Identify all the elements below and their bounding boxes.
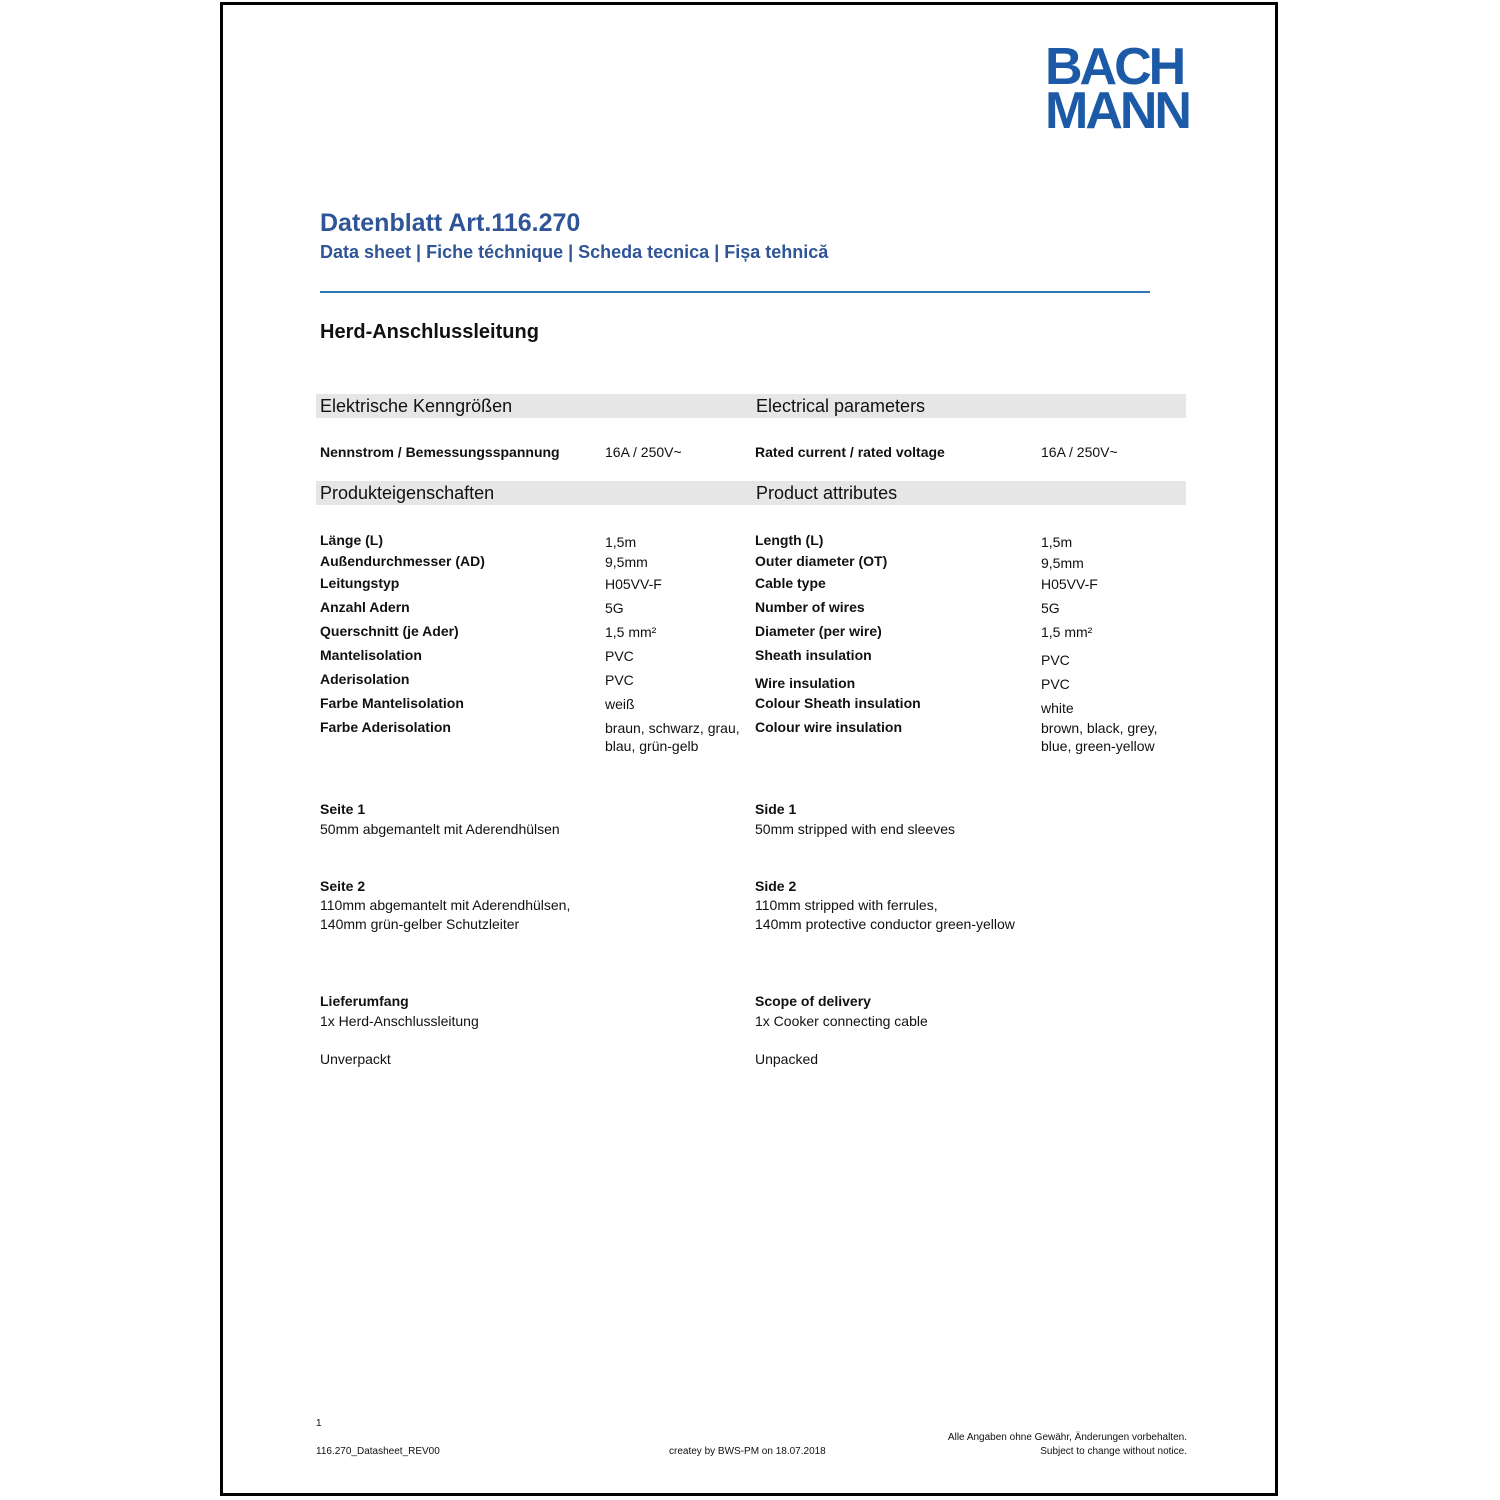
page-number: 1 xyxy=(316,1418,322,1429)
attribute-label: Number of wires xyxy=(755,599,865,615)
electrical-value-de: 16A / 250V~ xyxy=(605,444,682,460)
header-divider xyxy=(320,291,1150,293)
side1-title-de: Seite 1 xyxy=(320,801,366,817)
attribute-value-continued: blue, green-yellow xyxy=(1041,738,1155,754)
attribute-label: Colour Sheath insulation xyxy=(755,695,921,711)
attribute-value: PVC xyxy=(605,672,634,688)
attribute-label: Farbe Mantelisolation xyxy=(320,695,464,711)
product-name: Herd-Anschlussleitung xyxy=(320,321,539,343)
attribute-label: Sheath insulation xyxy=(755,647,872,663)
side1-title-en: Side 1 xyxy=(755,801,797,817)
attribute-value: 9,5mm xyxy=(605,554,648,570)
disclaimer-en: Subject to change without notice. xyxy=(1040,1446,1187,1457)
attribute-value: white xyxy=(1041,700,1074,716)
electrical-value-en: 16A / 250V~ xyxy=(1041,444,1118,460)
document-subtitle: Data sheet | Fiche téchnique | Scheda tecnica | Fișa tehnică xyxy=(320,242,829,262)
delivery-title-de: Lieferumfang xyxy=(320,993,409,1009)
disclaimer-de: Alle Angaben ohne Gewähr, Änderungen vorbehalten. xyxy=(947,1432,1187,1443)
side1-text-de: 50mm abgemantelt mit Aderendhülsen xyxy=(320,821,560,837)
attribute-label: Diameter (per wire) xyxy=(755,623,882,639)
section-title-electrical-de: Elektrische Kenngrößen xyxy=(320,396,513,416)
attribute-value: PVC xyxy=(605,648,634,664)
section-band-attributes xyxy=(316,481,1186,505)
attribute-value: weiß xyxy=(605,696,635,712)
attribute-label: Cable type xyxy=(755,575,826,591)
side2-line2-en: 140mm protective conductor green-yellow xyxy=(755,916,1015,932)
attribute-value-continued: blau, grün-gelb xyxy=(605,738,699,754)
attribute-label: Querschnitt (je Ader) xyxy=(320,623,459,639)
attribute-label: Anzahl Adern xyxy=(320,599,410,615)
side2-title-de: Seite 2 xyxy=(320,878,366,894)
delivery-text-en: 1x Cooker connecting cable xyxy=(755,1013,928,1029)
attribute-value: 1,5 mm² xyxy=(1041,624,1093,640)
bachmann-logo xyxy=(1045,38,1195,140)
attribute-value: 9,5mm xyxy=(1041,555,1084,571)
attribute-value: PVC xyxy=(1041,652,1070,668)
attribute-value: 5G xyxy=(1041,600,1060,616)
attribute-label: Length (L) xyxy=(755,532,824,548)
datasheet-page xyxy=(220,2,1278,1496)
attribute-label: Länge (L) xyxy=(320,532,383,548)
delivery-text-de: 1x Herd-Anschlussleitung xyxy=(320,1013,479,1029)
attribute-label: Außendurchmesser (AD) xyxy=(320,553,485,569)
delivery-packaging-de: Unverpackt xyxy=(320,1051,391,1067)
side1-text-en: 50mm stripped with end sleeves xyxy=(755,821,955,837)
logo-line-2: MANN xyxy=(1045,82,1189,140)
document-id: 116.270_Datasheet_REV00 xyxy=(316,1446,440,1457)
side2-line1-de: 110mm abgemantelt mit Aderendhülsen, xyxy=(320,897,571,913)
created-by: createy by BWS-PM on 18.07.2018 xyxy=(669,1446,826,1457)
section-title-attributes-de: Produkteigenschaften xyxy=(320,483,495,503)
attribute-label: Outer diameter (OT) xyxy=(755,553,888,569)
side2-title-en: Side 2 xyxy=(755,878,797,894)
delivery-title-en: Scope of delivery xyxy=(755,993,871,1009)
attribute-value: H05VV-F xyxy=(1041,576,1098,592)
attribute-value: 5G xyxy=(605,600,624,616)
attribute-label: Mantelisolation xyxy=(320,647,422,663)
electrical-label-en: Rated current / rated voltage xyxy=(755,444,945,460)
attribute-label: Leitungstyp xyxy=(320,575,400,591)
attribute-value: 1,5m xyxy=(1041,534,1073,550)
attribute-value: H05VV-F xyxy=(605,576,662,592)
attribute-value: 1,5 mm² xyxy=(605,624,657,640)
attribute-label: Colour wire insulation xyxy=(755,719,903,735)
side2-line2-de: 140mm grün-gelber Schutzleiter xyxy=(320,916,520,932)
section-band-electrical xyxy=(316,394,1186,418)
attribute-label: Farbe Aderisolation xyxy=(320,719,451,735)
delivery-packaging-en: Unpacked xyxy=(755,1051,819,1067)
attribute-label: Wire insulation xyxy=(755,675,856,691)
logo-line-1: BACH xyxy=(1045,38,1184,96)
section-title-attributes-en: Product attributes xyxy=(756,483,898,503)
document-title: Datenblatt Art.116.270 xyxy=(320,209,581,237)
attribute-value: 1,5m xyxy=(605,534,637,550)
section-title-electrical-en: Electrical parameters xyxy=(756,396,926,416)
attribute-value: brown, black, grey, xyxy=(1041,720,1158,736)
electrical-label-de: Nennstrom / Bemessungsspannung xyxy=(320,444,560,460)
attribute-label: Aderisolation xyxy=(320,671,410,687)
attribute-value: braun, schwarz, grau, xyxy=(605,720,740,736)
attribute-value: PVC xyxy=(1041,676,1070,692)
side2-line1-en: 110mm stripped with ferrules, xyxy=(755,897,938,913)
